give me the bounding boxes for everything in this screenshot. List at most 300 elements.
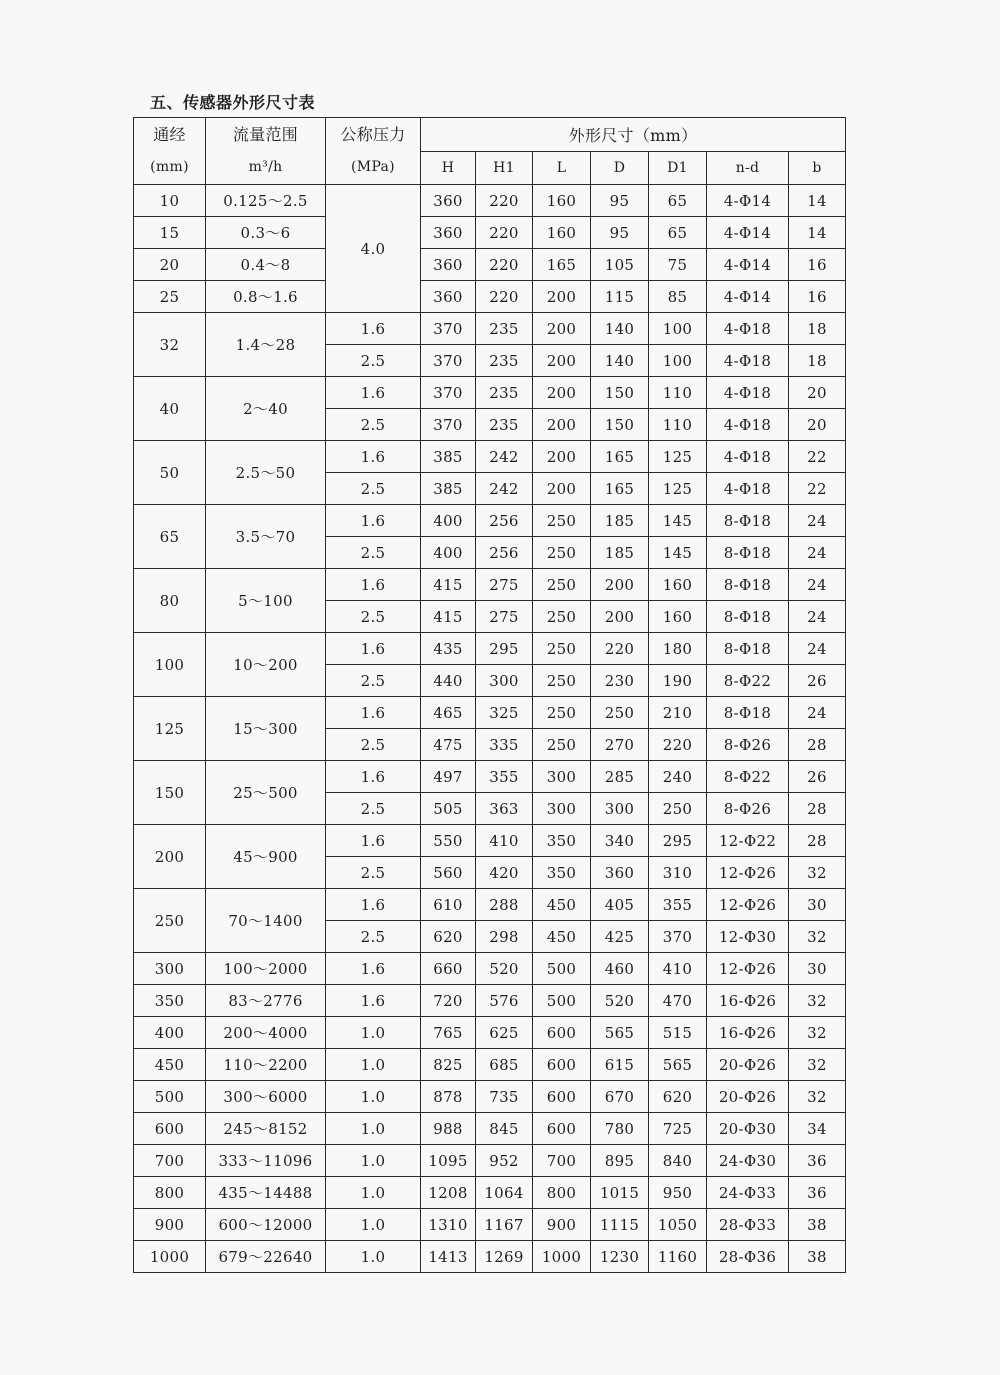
col-header-flow-range-label: 流量范围	[232, 125, 299, 144]
cell-h1: 256	[476, 537, 533, 569]
cell-pressure: 1.6	[326, 825, 421, 857]
cell-n-d: 4-Φ14	[707, 185, 789, 217]
cell-n-d: 8-Φ18	[707, 505, 789, 537]
cell-b: 16	[789, 281, 846, 313]
cell-d: 185	[591, 505, 649, 537]
cell-pressure: 2.5	[326, 601, 421, 633]
cell-b: 24	[789, 697, 846, 729]
cell-h: 440	[421, 665, 476, 697]
cell-d: 200	[591, 569, 649, 601]
cell-h1: 420	[476, 857, 533, 889]
cell-d1: 355	[649, 889, 707, 921]
col-header-b: b	[789, 151, 846, 185]
cell-n-d: 8-Φ22	[707, 665, 789, 697]
cell-l: 600	[533, 1113, 591, 1145]
cell-diameter: 400	[134, 1017, 206, 1049]
cell-diameter: 500	[134, 1081, 206, 1113]
cell-l: 600	[533, 1049, 591, 1081]
cell-d: 1230	[591, 1241, 649, 1273]
cell-d: 115	[591, 281, 649, 313]
table-row	[134, 1081, 846, 1113]
cell-h: 385	[421, 473, 476, 505]
cell-h1: 952	[476, 1145, 533, 1177]
cell-diameter: 50	[134, 441, 206, 505]
cell-d1: 180	[649, 633, 707, 665]
cell-h: 360	[421, 217, 476, 249]
cell-l: 200	[533, 313, 591, 345]
cell-diameter: 100	[134, 633, 206, 697]
col-header-diameter	[134, 118, 206, 185]
cell-h1: 220	[476, 217, 533, 249]
cell-h1: 242	[476, 441, 533, 473]
cell-n-d: 4-Φ18	[707, 409, 789, 441]
cell-diameter: 900	[134, 1209, 206, 1241]
cell-b: 18	[789, 345, 846, 377]
cell-diameter: 150	[134, 761, 206, 825]
cell-h: 400	[421, 537, 476, 569]
cell-n-d: 4-Φ18	[707, 313, 789, 345]
table-row	[134, 1049, 846, 1081]
cell-flow-range: 0.4～8	[206, 249, 326, 281]
cell-h1: 295	[476, 633, 533, 665]
cell-diameter: 700	[134, 1145, 206, 1177]
cell-pressure: 2.5	[326, 665, 421, 697]
cell-flow-range: 5～100	[206, 569, 326, 633]
cell-pressure: 1.0	[326, 1145, 421, 1177]
cell-pressure: 1.6	[326, 697, 421, 729]
cell-b: 14	[789, 217, 846, 249]
cell-pressure: 2.5	[326, 537, 421, 569]
cell-d1: 125	[649, 441, 707, 473]
cell-l: 900	[533, 1209, 591, 1241]
cell-l: 600	[533, 1081, 591, 1113]
cell-d1: 100	[649, 345, 707, 377]
cell-diameter: 15	[134, 217, 206, 249]
cell-l: 250	[533, 665, 591, 697]
cell-b: 36	[789, 1145, 846, 1177]
cell-pressure: 1.6	[326, 633, 421, 665]
cell-b: 26	[789, 665, 846, 697]
cell-d1: 110	[649, 377, 707, 409]
table-row	[134, 825, 846, 857]
cell-l: 200	[533, 441, 591, 473]
cell-flow-range: 300～6000	[206, 1081, 326, 1113]
cell-h1: 735	[476, 1081, 533, 1113]
cell-l: 160	[533, 185, 591, 217]
col-header-pressure-label: 公称压力	[340, 125, 406, 144]
cell-pressure: 1.0	[326, 1081, 421, 1113]
cell-d1: 295	[649, 825, 707, 857]
cell-pressure: 1.6	[326, 889, 421, 921]
cell-diameter: 250	[134, 889, 206, 953]
cell-d1: 125	[649, 473, 707, 505]
cell-h: 497	[421, 761, 476, 793]
cell-pressure: 1.0	[326, 1017, 421, 1049]
cell-l: 165	[533, 249, 591, 281]
cell-b: 30	[789, 889, 846, 921]
cell-diameter: 32	[134, 313, 206, 377]
cell-h1: 845	[476, 1113, 533, 1145]
cell-pressure: 2.5	[326, 729, 421, 761]
cell-h: 825	[421, 1049, 476, 1081]
table-row	[134, 505, 846, 537]
cell-d: 670	[591, 1081, 649, 1113]
cell-d: 1015	[591, 1177, 649, 1209]
cell-flow-range: 83～2776	[206, 985, 326, 1017]
cell-h1: 235	[476, 377, 533, 409]
cell-d1: 565	[649, 1049, 707, 1081]
cell-l: 200	[533, 345, 591, 377]
cell-b: 18	[789, 313, 846, 345]
cell-flow-range: 679～22640	[206, 1241, 326, 1273]
cell-d: 105	[591, 249, 649, 281]
table-row	[134, 1113, 846, 1145]
cell-b: 24	[789, 633, 846, 665]
cell-d1: 515	[649, 1017, 707, 1049]
cell-flow-range: 1.4～28	[206, 313, 326, 377]
cell-diameter: 125	[134, 697, 206, 761]
cell-d: 360	[591, 857, 649, 889]
cell-h: 720	[421, 985, 476, 1017]
cell-n-d: 16-Φ26	[707, 1017, 789, 1049]
cell-flow-range: 245～8152	[206, 1113, 326, 1145]
cell-pressure: 2.5	[326, 409, 421, 441]
cell-b: 24	[789, 537, 846, 569]
cell-pressure: 2.5	[326, 473, 421, 505]
cell-b: 34	[789, 1113, 846, 1145]
cell-h1: 242	[476, 473, 533, 505]
table-row	[134, 1209, 846, 1241]
cell-l: 300	[533, 761, 591, 793]
cell-diameter: 40	[134, 377, 206, 441]
cell-flow-range: 10～200	[206, 633, 326, 697]
cell-h: 560	[421, 857, 476, 889]
cell-h1: 625	[476, 1017, 533, 1049]
cell-h1: 685	[476, 1049, 533, 1081]
cell-h: 400	[421, 505, 476, 537]
cell-d: 425	[591, 921, 649, 953]
cell-l: 160	[533, 217, 591, 249]
table-row	[134, 1241, 846, 1273]
cell-d: 95	[591, 217, 649, 249]
cell-diameter: 450	[134, 1049, 206, 1081]
cell-h: 370	[421, 377, 476, 409]
cell-pressure: 1.0	[326, 1177, 421, 1209]
cell-d: 185	[591, 537, 649, 569]
cell-l: 800	[533, 1177, 591, 1209]
cell-b: 28	[789, 825, 846, 857]
cell-diameter: 350	[134, 985, 206, 1017]
cell-b: 20	[789, 377, 846, 409]
cell-l: 450	[533, 889, 591, 921]
cell-pressure: 4.0	[326, 185, 421, 313]
cell-n-d: 12-Φ26	[707, 953, 789, 985]
cell-l: 500	[533, 953, 591, 985]
cell-h1: 298	[476, 921, 533, 953]
col-header-diameter-unit: (mm)	[150, 159, 189, 175]
cell-h1: 275	[476, 601, 533, 633]
cell-d1: 725	[649, 1113, 707, 1145]
cell-l: 200	[533, 377, 591, 409]
col-header-dimensions: 外形尺寸（mm）	[421, 118, 846, 152]
cell-d: 230	[591, 665, 649, 697]
cell-h1: 220	[476, 249, 533, 281]
cell-d: 150	[591, 377, 649, 409]
cell-d: 270	[591, 729, 649, 761]
col-header-flow-range-unit: m³/h	[248, 159, 283, 175]
cell-pressure: 1.6	[326, 761, 421, 793]
cell-h1: 300	[476, 665, 533, 697]
cell-d: 165	[591, 441, 649, 473]
cell-h1: 288	[476, 889, 533, 921]
table-row	[134, 1145, 846, 1177]
cell-pressure: 1.6	[326, 441, 421, 473]
cell-d1: 160	[649, 601, 707, 633]
cell-n-d: 12-Φ22	[707, 825, 789, 857]
col-header-d1: D1	[649, 151, 707, 185]
cell-d1: 620	[649, 1081, 707, 1113]
cell-pressure: 1.0	[326, 1241, 421, 1273]
cell-n-d: 20-Φ26	[707, 1049, 789, 1081]
cell-pressure: 1.6	[326, 985, 421, 1017]
cell-h: 370	[421, 409, 476, 441]
cell-n-d: 8-Φ26	[707, 793, 789, 825]
cell-d: 150	[591, 409, 649, 441]
cell-d1: 65	[649, 185, 707, 217]
cell-h1: 520	[476, 953, 533, 985]
cell-flow-range: 15～300	[206, 697, 326, 761]
cell-h: 620	[421, 921, 476, 953]
cell-d1: 145	[649, 505, 707, 537]
cell-h1: 363	[476, 793, 533, 825]
cell-l: 250	[533, 569, 591, 601]
cell-n-d: 8-Φ22	[707, 761, 789, 793]
cell-d: 520	[591, 985, 649, 1017]
cell-n-d: 4-Φ18	[707, 473, 789, 505]
cell-n-d: 8-Φ18	[707, 601, 789, 633]
cell-d1: 840	[649, 1145, 707, 1177]
cell-pressure: 2.5	[326, 857, 421, 889]
cell-h: 360	[421, 249, 476, 281]
cell-d: 250	[591, 697, 649, 729]
cell-l: 450	[533, 921, 591, 953]
cell-diameter: 800	[134, 1177, 206, 1209]
cell-diameter: 20	[134, 249, 206, 281]
cell-d: 220	[591, 633, 649, 665]
cell-d: 300	[591, 793, 649, 825]
cell-d1: 75	[649, 249, 707, 281]
col-header-n-d: n-d	[707, 151, 789, 185]
cell-diameter: 600	[134, 1113, 206, 1145]
cell-h: 370	[421, 345, 476, 377]
cell-d1: 240	[649, 761, 707, 793]
cell-d: 780	[591, 1113, 649, 1145]
col-header-d: D	[591, 151, 649, 185]
cell-h1: 1064	[476, 1177, 533, 1209]
table-row	[134, 889, 846, 921]
cell-pressure: 2.5	[326, 921, 421, 953]
cell-d: 405	[591, 889, 649, 921]
cell-h: 610	[421, 889, 476, 921]
cell-h1: 235	[476, 345, 533, 377]
cell-n-d: 8-Φ18	[707, 537, 789, 569]
table-row	[134, 1017, 846, 1049]
cell-d1: 370	[649, 921, 707, 953]
cell-l: 700	[533, 1145, 591, 1177]
cell-flow-range: 3.5～70	[206, 505, 326, 569]
cell-d1: 250	[649, 793, 707, 825]
cell-h: 1413	[421, 1241, 476, 1273]
cell-d: 1115	[591, 1209, 649, 1241]
table-row	[134, 217, 846, 249]
cell-d1: 85	[649, 281, 707, 313]
cell-flow-range: 25～500	[206, 761, 326, 825]
cell-n-d: 24-Φ33	[707, 1177, 789, 1209]
cell-h1: 1167	[476, 1209, 533, 1241]
cell-d1: 145	[649, 537, 707, 569]
cell-h: 660	[421, 953, 476, 985]
cell-h: 878	[421, 1081, 476, 1113]
cell-b: 38	[789, 1209, 846, 1241]
cell-flow-range: 200～4000	[206, 1017, 326, 1049]
cell-n-d: 8-Φ18	[707, 697, 789, 729]
cell-l: 250	[533, 697, 591, 729]
col-header-l: L	[533, 151, 591, 185]
cell-n-d: 12-Φ26	[707, 889, 789, 921]
cell-h: 1208	[421, 1177, 476, 1209]
col-header-h1: H1	[476, 151, 533, 185]
cell-b: 24	[789, 601, 846, 633]
cell-h: 415	[421, 601, 476, 633]
cell-n-d: 8-Φ18	[707, 569, 789, 601]
cell-d1: 410	[649, 953, 707, 985]
cell-d: 140	[591, 345, 649, 377]
col-header-flow-range	[206, 118, 326, 185]
table-row	[134, 985, 846, 1017]
cell-d: 615	[591, 1049, 649, 1081]
cell-h: 435	[421, 633, 476, 665]
cell-d1: 470	[649, 985, 707, 1017]
cell-b: 20	[789, 409, 846, 441]
cell-d: 165	[591, 473, 649, 505]
cell-l: 350	[533, 825, 591, 857]
col-header-diameter-label: 通经	[153, 125, 186, 144]
cell-pressure: 1.6	[326, 505, 421, 537]
cell-d: 460	[591, 953, 649, 985]
col-header-pressure-unit: (MPa)	[351, 159, 395, 175]
cell-flow-range: 0.8～1.6	[206, 281, 326, 313]
cell-n-d: 12-Φ30	[707, 921, 789, 953]
col-header-h: H	[421, 151, 476, 185]
cell-d1: 210	[649, 697, 707, 729]
cell-l: 600	[533, 1017, 591, 1049]
sensor-dimension-table	[133, 117, 846, 1273]
cell-b: 32	[789, 1017, 846, 1049]
cell-diameter: 300	[134, 953, 206, 985]
cell-h1: 325	[476, 697, 533, 729]
table-row	[134, 761, 846, 793]
cell-d1: 310	[649, 857, 707, 889]
cell-h: 505	[421, 793, 476, 825]
cell-n-d: 4-Φ18	[707, 345, 789, 377]
cell-h: 385	[421, 441, 476, 473]
cell-flow-range: 70～1400	[206, 889, 326, 953]
cell-h: 550	[421, 825, 476, 857]
cell-flow-range: 0.3～6	[206, 217, 326, 249]
cell-d: 895	[591, 1145, 649, 1177]
cell-flow-range: 333～11096	[206, 1145, 326, 1177]
table-row	[134, 441, 846, 473]
cell-h: 1310	[421, 1209, 476, 1241]
cell-l: 200	[533, 281, 591, 313]
cell-n-d: 24-Φ30	[707, 1145, 789, 1177]
table-row	[134, 633, 846, 665]
cell-b: 32	[789, 857, 846, 889]
cell-b: 28	[789, 729, 846, 761]
cell-h: 988	[421, 1113, 476, 1145]
cell-b: 32	[789, 921, 846, 953]
cell-l: 250	[533, 729, 591, 761]
cell-b: 28	[789, 793, 846, 825]
cell-b: 24	[789, 505, 846, 537]
cell-n-d: 12-Φ26	[707, 857, 789, 889]
cell-d1: 1160	[649, 1241, 707, 1273]
cell-h1: 410	[476, 825, 533, 857]
table-row	[134, 1177, 846, 1209]
cell-flow-range: 2～40	[206, 377, 326, 441]
cell-n-d: 20-Φ26	[707, 1081, 789, 1113]
cell-b: 24	[789, 569, 846, 601]
cell-d: 340	[591, 825, 649, 857]
cell-flow-range: 435～14488	[206, 1177, 326, 1209]
cell-n-d: 4-Φ18	[707, 441, 789, 473]
cell-flow-range: 2.5～50	[206, 441, 326, 505]
cell-n-d: 4-Φ18	[707, 377, 789, 409]
table-row	[134, 569, 846, 601]
cell-h1: 275	[476, 569, 533, 601]
cell-h: 765	[421, 1017, 476, 1049]
cell-pressure: 1.6	[326, 569, 421, 601]
cell-n-d: 28-Φ33	[707, 1209, 789, 1241]
cell-h1: 355	[476, 761, 533, 793]
cell-pressure: 1.6	[326, 953, 421, 985]
cell-d: 95	[591, 185, 649, 217]
cell-l: 250	[533, 505, 591, 537]
cell-l: 350	[533, 857, 591, 889]
table-row	[134, 281, 846, 313]
cell-d1: 100	[649, 313, 707, 345]
cell-l: 250	[533, 633, 591, 665]
table-row	[134, 185, 846, 217]
cell-b: 30	[789, 953, 846, 985]
cell-h: 1095	[421, 1145, 476, 1177]
cell-b: 14	[789, 185, 846, 217]
cell-flow-range: 600～12000	[206, 1209, 326, 1241]
cell-h1: 576	[476, 985, 533, 1017]
cell-d1: 190	[649, 665, 707, 697]
cell-d1: 1050	[649, 1209, 707, 1241]
cell-h: 360	[421, 281, 476, 313]
cell-pressure: 1.6	[326, 313, 421, 345]
cell-diameter: 1000	[134, 1241, 206, 1273]
cell-h: 465	[421, 697, 476, 729]
cell-h: 370	[421, 313, 476, 345]
col-header-pressure	[326, 118, 421, 185]
cell-d1: 160	[649, 569, 707, 601]
cell-h: 415	[421, 569, 476, 601]
cell-n-d: 4-Φ14	[707, 249, 789, 281]
cell-diameter: 80	[134, 569, 206, 633]
